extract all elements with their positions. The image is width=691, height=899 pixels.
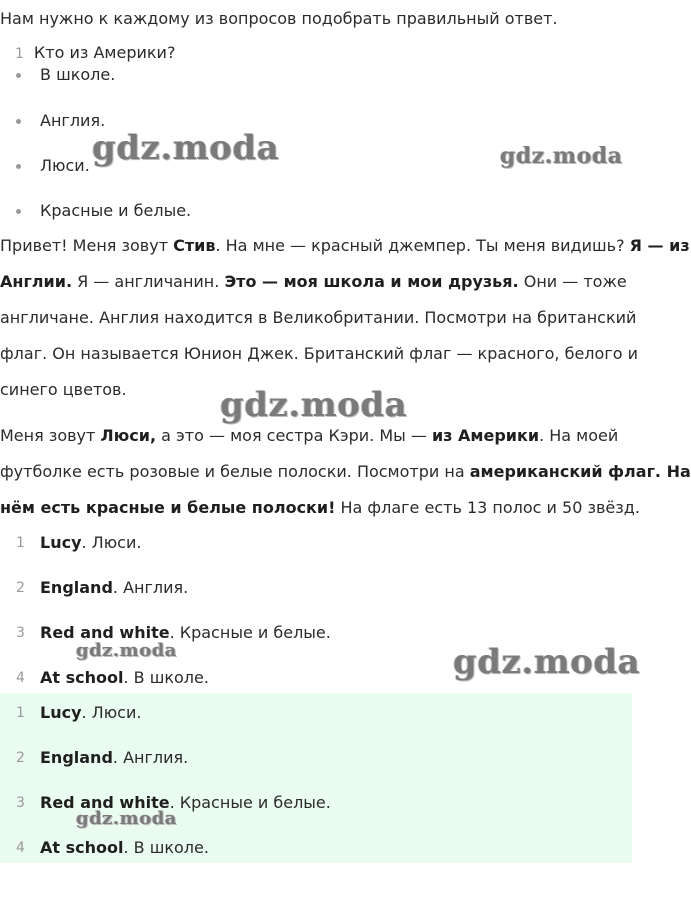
intro-text: Нам нужно к каждому из вопросов подобрать правильный ответ. <box>0 9 558 28</box>
question-number: 1 <box>15 46 24 62</box>
text-line: Меня зовут Люси, а это — моя сестра Кэри. Мы — из Америки. На моей <box>0 426 619 445</box>
text-steve <box>0 228 690 408</box>
watermark: gdz.moda <box>76 808 177 829</box>
text-line: Англии. Я — англичанин. Это — моя школа и мои друзья. Они — тоже <box>0 272 627 291</box>
answer-list: 1 Lucy. Люси. 2 England. Англия. 3 Red and white. Красные и белые. 4 At school. В школе. <box>16 533 331 687</box>
bullet-icon <box>16 209 21 214</box>
watermark: gdz.moda <box>500 143 623 169</box>
text-lucy <box>0 418 691 526</box>
bullet-icon <box>16 164 21 169</box>
list-item-text: Люси. <box>40 156 90 175</box>
answer-block-highlighted: 1 Lucy. Люси. 2 England. Англия. 3 Red and white. Красные и белые. 4 At school. В школе. <box>0 693 632 863</box>
text-line: флаг. Он называется Юнион Джек. Британский флаг — красного, белого и <box>0 344 638 363</box>
watermark: gdz.moda <box>453 642 641 682</box>
watermark: gdz.moda <box>76 640 177 661</box>
text-line: синего цветов. <box>0 380 127 399</box>
question-item-1 <box>15 44 175 60</box>
list-item-text: В школе. <box>40 65 116 84</box>
watermark: gdz.moda <box>92 128 280 168</box>
list-item-text: Красные и белые. <box>40 201 192 220</box>
text-line: нём есть красные и белые полоски! На флаге есть 13 полос и 50 звёзд. <box>0 498 640 517</box>
text-line: футболке есть розовые и белые полоски. Посмотри на американский флаг. На <box>0 462 691 481</box>
question-text: Кто из Америки? <box>33 43 176 62</box>
watermark: gdz.moda <box>220 385 408 425</box>
list-item-text: Англия. <box>40 111 106 130</box>
bullet-icon <box>16 73 21 78</box>
text-line: Привет! Меня зовут Стив. На мне — красный джемпер. Ты меня видишь? Я — из <box>0 236 690 255</box>
text-line: англичане. Англия находится в Великобритании. Посмотри на британский <box>0 308 637 327</box>
bullet-icon <box>16 119 21 124</box>
